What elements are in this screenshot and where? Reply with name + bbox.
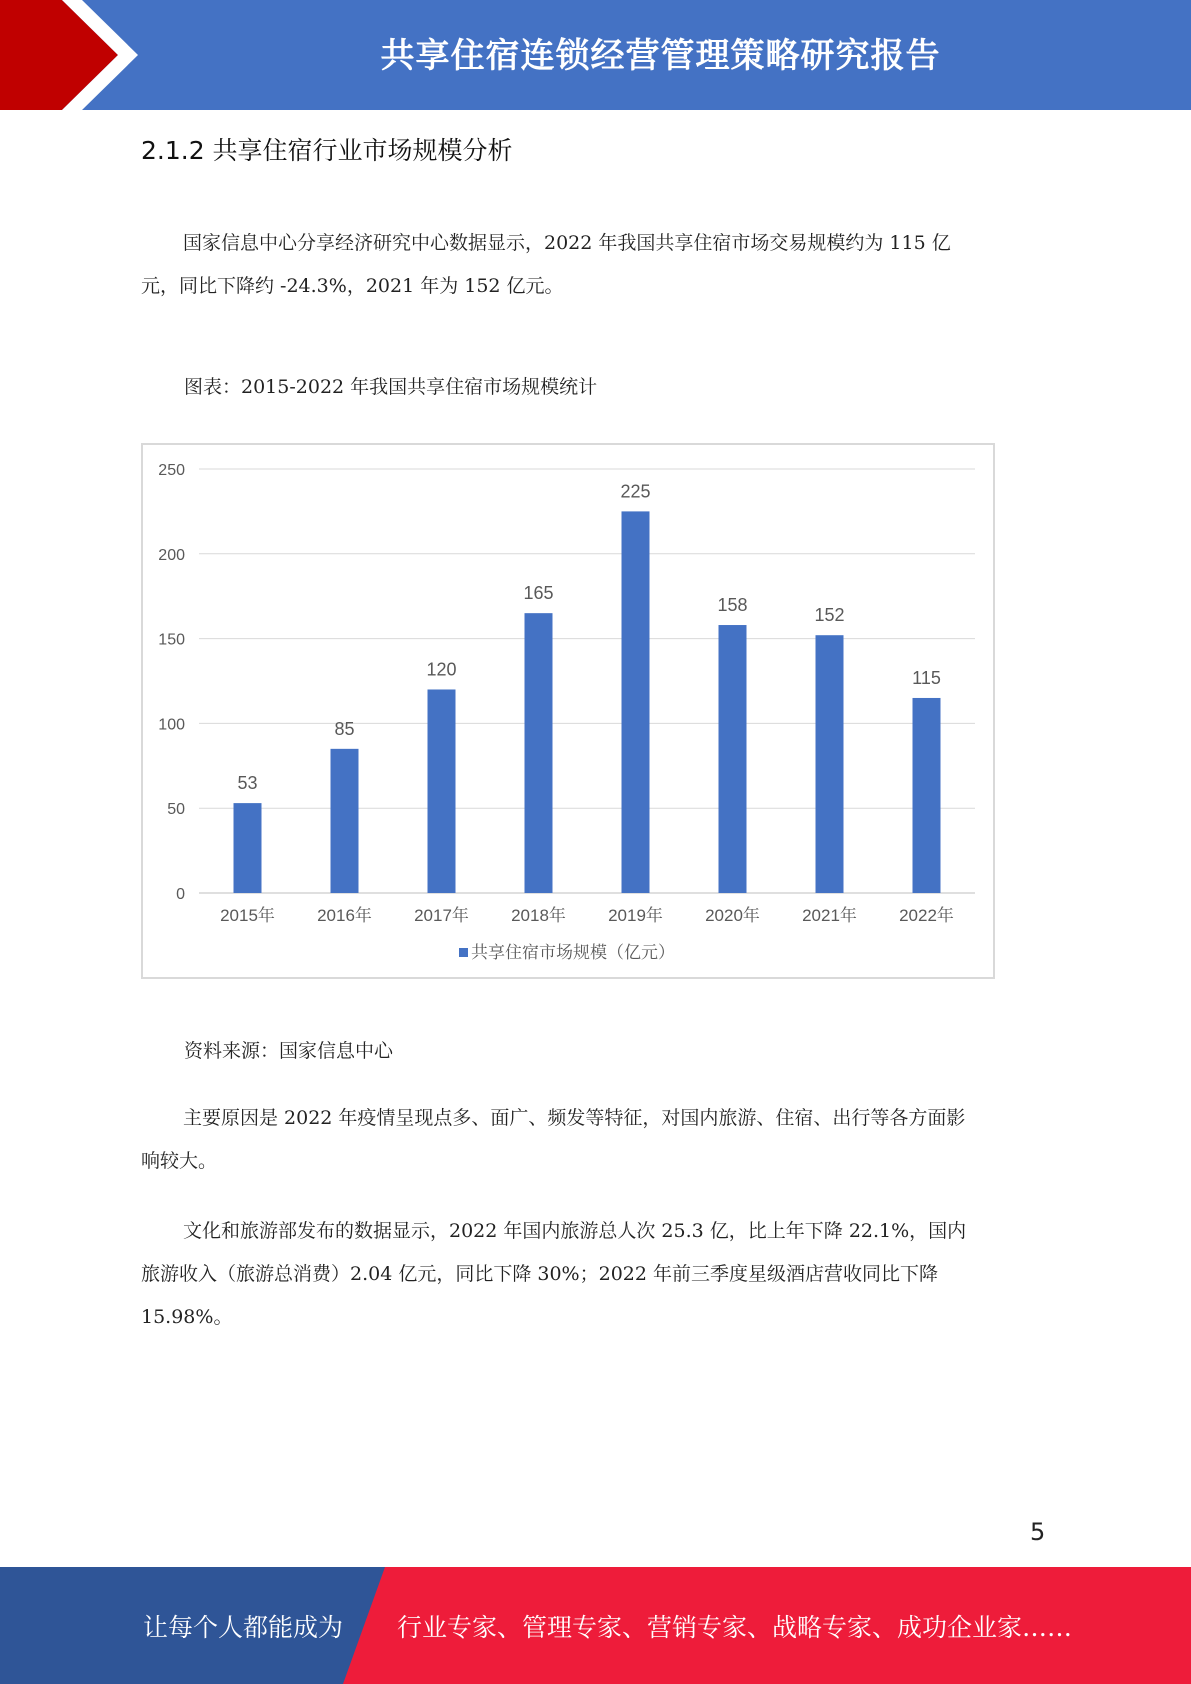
y-tick-label: 0: [176, 886, 185, 903]
data-label: 158: [717, 595, 748, 616]
bar-chart-svg: [143, 445, 997, 981]
paragraph-line: 元，同比下降约 -24.3%，2021 年为 152 亿元。: [141, 275, 564, 297]
x-tick-label: 2018年: [511, 906, 566, 925]
footer-slogan-right: 行业专家、管理专家、营销专家、战略专家、成功企业家……: [397, 1613, 1073, 1642]
legend-swatch: [459, 948, 468, 957]
figure-source: 资料来源：国家信息中心: [184, 1040, 394, 1062]
paragraph-reasons: [141, 1097, 1061, 1183]
y-tick-label: 150: [158, 631, 185, 649]
bar: [331, 749, 359, 893]
paragraph-line: 主要原因是 2022 年疫情呈现点多、面广、频发等特征，对国内旅游、住宿、出行等各方面影: [183, 1107, 966, 1129]
report-title: 共享住宿连锁经营管理策略研究报告: [380, 36, 941, 76]
data-label: 225: [620, 481, 651, 502]
bar: [428, 689, 456, 893]
paragraph-line: 国家信息中心分享经济研究中心数据显示，2022 年我国共享住宿市场交易规模约为 115 亿: [183, 232, 951, 254]
data-label: 152: [814, 605, 845, 626]
x-tick-label: 2022年: [899, 906, 954, 925]
paragraph-line: 旅游收入（旅游总消费）2.04 亿元，同比下降 30%；2022 年前三季度星级酒店营收同比下降: [141, 1263, 939, 1285]
bar: [913, 698, 941, 893]
x-tick-label: 2017年: [414, 906, 469, 925]
y-tick-label: 250: [158, 462, 185, 479]
y-tick-label: 200: [158, 546, 185, 564]
paragraph-market-size: [141, 222, 1061, 308]
page-header: [0, 0, 1191, 110]
bar: [719, 625, 747, 893]
data-label: 85: [334, 718, 355, 739]
x-tick-label: 2016年: [317, 906, 372, 925]
data-label: 115: [912, 667, 941, 688]
bar: [622, 511, 650, 893]
data-label: 53: [237, 773, 258, 794]
data-label: 165: [523, 583, 554, 604]
data-label: 120: [426, 659, 457, 680]
section-heading: 2.1.2 共享住宿行业市场规模分析: [141, 136, 513, 165]
paragraph-line: 文化和旅游部发布的数据显示，2022 年国内旅游总人次 25.3 亿，比上年下降 22.1%，国内: [183, 1220, 967, 1242]
header-chevron-decoration: [0, 0, 160, 110]
page-number: 5: [1030, 1518, 1046, 1546]
x-tick-label: 2020年: [705, 906, 760, 925]
bar: [234, 803, 262, 893]
paragraph-tourism-data: [141, 1210, 1061, 1339]
y-tick-label: 50: [167, 801, 185, 819]
bar: [525, 613, 553, 893]
legend-label: 共享住宿市场规模（亿元）: [471, 943, 675, 962]
figure-caption: 图表：2015-2022 年我国共享住宿市场规模统计: [184, 376, 598, 398]
page-footer: [0, 1567, 1191, 1684]
paragraph-line: 响较大。: [141, 1150, 218, 1172]
bar: [816, 635, 844, 893]
x-tick-label: 2021年: [802, 906, 857, 925]
paragraph-line: 15.98%。: [141, 1306, 233, 1328]
y-tick-label: 100: [158, 716, 185, 734]
x-tick-label: 2015年: [220, 906, 275, 925]
x-tick-label: 2019年: [608, 906, 663, 925]
bar-chart: [141, 443, 995, 979]
footer-slogan-left: 让每个人都能成为: [143, 1613, 344, 1642]
